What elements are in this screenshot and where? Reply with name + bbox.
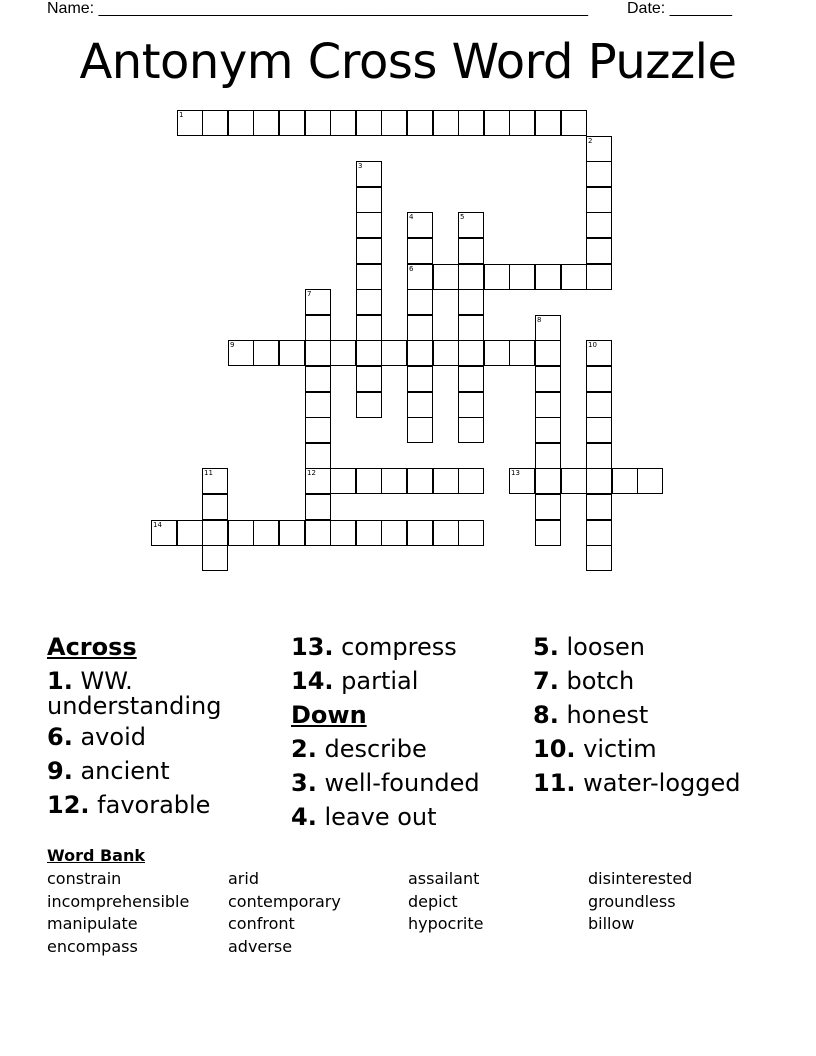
clue-number: 6. xyxy=(47,723,73,751)
crossword-cell[interactable] xyxy=(381,468,407,494)
crossword-cell[interactable] xyxy=(586,494,612,520)
crossword-cell[interactable] xyxy=(305,468,331,494)
word-bank-column-2 xyxy=(228,868,341,958)
crossword-cell[interactable] xyxy=(330,110,356,136)
clue xyxy=(533,664,803,698)
crossword-cell[interactable] xyxy=(509,468,535,494)
crossword-cell[interactable] xyxy=(151,520,177,546)
word-bank-word: incomprehensible xyxy=(47,891,190,911)
crossword-cell[interactable] xyxy=(458,392,484,418)
crossword-cell[interactable] xyxy=(407,315,433,341)
clue-text: favorable xyxy=(97,791,211,819)
word-bank-word: manipulate xyxy=(47,914,138,933)
crossword-cell[interactable] xyxy=(356,340,382,366)
crossword-cell[interactable] xyxy=(535,468,561,494)
crossword-cell[interactable] xyxy=(177,520,203,546)
clue-number: 8 xyxy=(537,316,542,324)
crossword-cell[interactable] xyxy=(279,340,305,366)
crossword-cell[interactable] xyxy=(484,110,510,136)
crossword-cell[interactable] xyxy=(433,468,459,494)
crossword-cell[interactable] xyxy=(586,187,612,213)
crossword-cell[interactable] xyxy=(305,366,331,392)
crossword-cell[interactable] xyxy=(279,520,305,546)
crossword-cell[interactable] xyxy=(202,468,228,494)
clue-number: 3. xyxy=(291,769,317,797)
crossword-cell[interactable] xyxy=(177,110,203,136)
clue-number: 10 xyxy=(588,341,597,349)
crossword-cell[interactable] xyxy=(381,340,407,366)
crossword-cell[interactable] xyxy=(407,264,433,290)
clue xyxy=(291,800,531,834)
crossword-cell[interactable] xyxy=(535,494,561,520)
word-bank-word: encompass xyxy=(47,936,138,956)
clue-text: leave out xyxy=(324,803,437,831)
crossword-cell[interactable] xyxy=(433,520,459,546)
crossword-cell[interactable] xyxy=(356,187,382,213)
word-bank-word: assailant xyxy=(408,869,480,888)
crossword-cell[interactable] xyxy=(637,468,663,494)
clue xyxy=(47,754,287,788)
clue-text: botch xyxy=(566,667,635,695)
crossword-cell[interactable] xyxy=(356,468,382,494)
crossword-cell[interactable] xyxy=(535,417,561,443)
crossword-cell[interactable] xyxy=(535,366,561,392)
crossword-cell[interactable] xyxy=(253,340,279,366)
clue-text: honest xyxy=(566,701,649,729)
word-bank-word: groundless xyxy=(588,891,676,911)
crossword-cell[interactable] xyxy=(561,110,587,136)
crossword-cell[interactable] xyxy=(407,468,433,494)
clue-number: 12. xyxy=(47,791,90,819)
crossword-cell[interactable] xyxy=(407,238,433,264)
clue-text: ancient xyxy=(80,757,170,785)
crossword-cell[interactable] xyxy=(407,289,433,315)
clue-text: water-logged xyxy=(583,769,741,797)
crossword-cell[interactable] xyxy=(305,417,331,443)
clue-text: well-founded xyxy=(324,769,480,797)
crossword-cell[interactable] xyxy=(305,443,331,469)
crossword-cell[interactable] xyxy=(356,161,382,187)
crossword-cell[interactable] xyxy=(586,340,612,366)
crossword-cell[interactable] xyxy=(330,520,356,546)
crossword-cell[interactable] xyxy=(407,110,433,136)
clue-text: describe xyxy=(324,735,427,763)
word-bank-word: hypocrite xyxy=(408,914,484,933)
crossword-cell[interactable] xyxy=(407,366,433,392)
crossword-cell[interactable] xyxy=(356,520,382,546)
clue-number: 4 xyxy=(409,213,414,221)
clue xyxy=(533,698,803,732)
crossword-cell[interactable] xyxy=(561,468,587,494)
crossword-cell[interactable] xyxy=(458,264,484,290)
clue xyxy=(291,766,531,800)
clue-number: 8. xyxy=(533,701,559,729)
crossword-cell[interactable] xyxy=(381,110,407,136)
crossword-cell[interactable] xyxy=(535,443,561,469)
crossword-cell[interactable] xyxy=(407,340,433,366)
crossword-cell[interactable] xyxy=(458,110,484,136)
clue-number: 2. xyxy=(291,735,317,763)
crossword-cell[interactable] xyxy=(228,110,254,136)
crossword-cell[interactable] xyxy=(356,366,382,392)
crossword-cell[interactable] xyxy=(228,340,254,366)
crossword-cell[interactable] xyxy=(586,392,612,418)
clue-text-continued: understanding xyxy=(47,692,222,720)
word-bank-word: contemporary xyxy=(228,891,341,911)
crossword-cell[interactable] xyxy=(305,289,331,315)
crossword-cell[interactable] xyxy=(356,212,382,238)
crossword-cell[interactable] xyxy=(586,366,612,392)
crossword-cell[interactable] xyxy=(561,264,587,290)
clue-number: 4. xyxy=(291,803,317,831)
clue xyxy=(291,630,531,664)
clue xyxy=(291,732,531,766)
crossword-cell[interactable] xyxy=(586,520,612,546)
clue-text: avoid xyxy=(80,723,146,751)
clue-number: 13. xyxy=(291,633,334,661)
clues-column-2 xyxy=(291,630,531,834)
clues-column-3 xyxy=(533,630,803,800)
name-field-label: Name: _______________________________________________________ xyxy=(47,0,588,17)
word-bank-word: confront xyxy=(228,914,295,933)
crossword-cell[interactable] xyxy=(509,264,535,290)
crossword-cell[interactable] xyxy=(458,417,484,443)
crossword-cell[interactable] xyxy=(356,289,382,315)
word-bank-column-1 xyxy=(47,868,189,958)
crossword-cell[interactable] xyxy=(458,340,484,366)
clue xyxy=(291,664,531,698)
clue-number: 9. xyxy=(47,757,73,785)
word-bank-word: disinterested xyxy=(588,869,693,888)
clue-text: loosen xyxy=(566,633,645,661)
crossword-cell[interactable] xyxy=(202,494,228,520)
crossword-cell[interactable] xyxy=(586,161,612,187)
crossword-cell[interactable] xyxy=(458,289,484,315)
crossword-cell[interactable] xyxy=(535,110,561,136)
crossword-cell[interactable] xyxy=(407,417,433,443)
clue-number: 3 xyxy=(358,162,363,170)
crossword-cell[interactable] xyxy=(458,315,484,341)
crossword-cell[interactable] xyxy=(586,468,612,494)
clues-column-1 xyxy=(47,630,287,822)
clue-number: 11 xyxy=(204,469,213,477)
crossword-cell[interactable] xyxy=(305,392,331,418)
crossword-cell[interactable] xyxy=(330,468,356,494)
crossword-cell[interactable] xyxy=(509,340,535,366)
crossword-cell[interactable] xyxy=(356,110,382,136)
crossword-cell[interactable] xyxy=(407,212,433,238)
crossword-cell[interactable] xyxy=(586,545,612,571)
crossword-cell[interactable] xyxy=(586,264,612,290)
crossword-cell[interactable] xyxy=(586,212,612,238)
clue-text: WW. xyxy=(80,667,133,695)
word-bank-title: Word Bank xyxy=(47,846,146,865)
crossword-cell[interactable] xyxy=(458,212,484,238)
crossword-cell[interactable] xyxy=(407,392,433,418)
clue-number: 5 xyxy=(460,213,465,221)
crossword-cell[interactable] xyxy=(458,366,484,392)
crossword-cell[interactable] xyxy=(381,520,407,546)
word-bank-word: constrain xyxy=(47,869,122,888)
clue-heading: Across xyxy=(47,633,137,661)
clue-number: 14. xyxy=(291,667,334,695)
crossword-cell[interactable] xyxy=(305,340,331,366)
crossword-cell[interactable] xyxy=(305,315,331,341)
crossword-cell[interactable] xyxy=(356,392,382,418)
clue xyxy=(533,766,803,800)
word-bank-column-3 xyxy=(408,868,484,936)
clue xyxy=(47,664,287,720)
crossword-cell[interactable] xyxy=(356,264,382,290)
crossword-cell[interactable] xyxy=(535,315,561,341)
crossword-cell[interactable] xyxy=(433,264,459,290)
crossword-cell[interactable] xyxy=(202,520,228,546)
crossword-cell[interactable] xyxy=(484,264,510,290)
clue-number: 13 xyxy=(511,469,520,477)
clue-number: 6 xyxy=(409,265,414,273)
crossword-cell[interactable] xyxy=(535,392,561,418)
crossword-cell[interactable] xyxy=(458,520,484,546)
crossword-cell[interactable] xyxy=(356,315,382,341)
clue xyxy=(47,788,287,822)
clue-heading: Down xyxy=(291,701,367,729)
crossword-cell[interactable] xyxy=(305,110,331,136)
date-field-label: Date: _______ xyxy=(627,0,732,17)
clue xyxy=(533,630,803,664)
clue-number: 11. xyxy=(533,769,576,797)
clue-number: 14 xyxy=(153,521,162,529)
crossword-cell[interactable] xyxy=(433,110,459,136)
clue-number: 1 xyxy=(179,111,184,119)
clue-text: compress xyxy=(341,633,457,661)
crossword-cell[interactable] xyxy=(305,520,331,546)
crossword-cell[interactable] xyxy=(458,468,484,494)
crossword-cell[interactable] xyxy=(586,136,612,162)
clue-number: 12 xyxy=(307,469,316,477)
clue-text: victim xyxy=(583,735,657,763)
crossword-cell[interactable] xyxy=(535,520,561,546)
word-bank-word: billow xyxy=(588,914,635,933)
crossword-cell[interactable] xyxy=(586,443,612,469)
crossword-cell[interactable] xyxy=(202,110,228,136)
crossword-cell[interactable] xyxy=(458,238,484,264)
crossword-cell[interactable] xyxy=(279,110,305,136)
crossword-cell[interactable] xyxy=(509,110,535,136)
crossword-cell[interactable] xyxy=(612,468,638,494)
clue-number: 2 xyxy=(588,137,593,145)
word-bank-word: depict xyxy=(408,891,458,911)
crossword-cell[interactable] xyxy=(228,520,254,546)
crossword-cell[interactable] xyxy=(484,340,510,366)
crossword-cell[interactable] xyxy=(535,264,561,290)
crossword-cell[interactable] xyxy=(356,238,382,264)
clue-number: 5. xyxy=(533,633,559,661)
clue-number: 1. xyxy=(47,667,73,695)
clue-number: 9 xyxy=(230,341,235,349)
crossword-cell[interactable] xyxy=(535,340,561,366)
crossword-cell[interactable] xyxy=(407,520,433,546)
crossword-cell[interactable] xyxy=(433,340,459,366)
crossword-cell[interactable] xyxy=(305,494,331,520)
word-bank-column-4 xyxy=(588,868,692,936)
crossword-cell[interactable] xyxy=(202,545,228,571)
crossword-cell[interactable] xyxy=(253,110,279,136)
clue xyxy=(47,720,287,754)
crossword-cell[interactable] xyxy=(586,417,612,443)
clue-text: partial xyxy=(341,667,419,695)
clue xyxy=(533,732,803,766)
crossword-cell[interactable] xyxy=(330,340,356,366)
clue-number: 7 xyxy=(307,290,312,298)
word-bank-word: adverse xyxy=(228,936,293,956)
page-title: Antonym Cross Word Puzzle xyxy=(79,34,737,90)
crossword-cell[interactable] xyxy=(586,238,612,264)
word-bank-word: arid xyxy=(228,869,259,888)
clue-number: 10. xyxy=(533,735,576,763)
clue-number: 7. xyxy=(533,667,559,695)
crossword-cell[interactable] xyxy=(253,520,279,546)
